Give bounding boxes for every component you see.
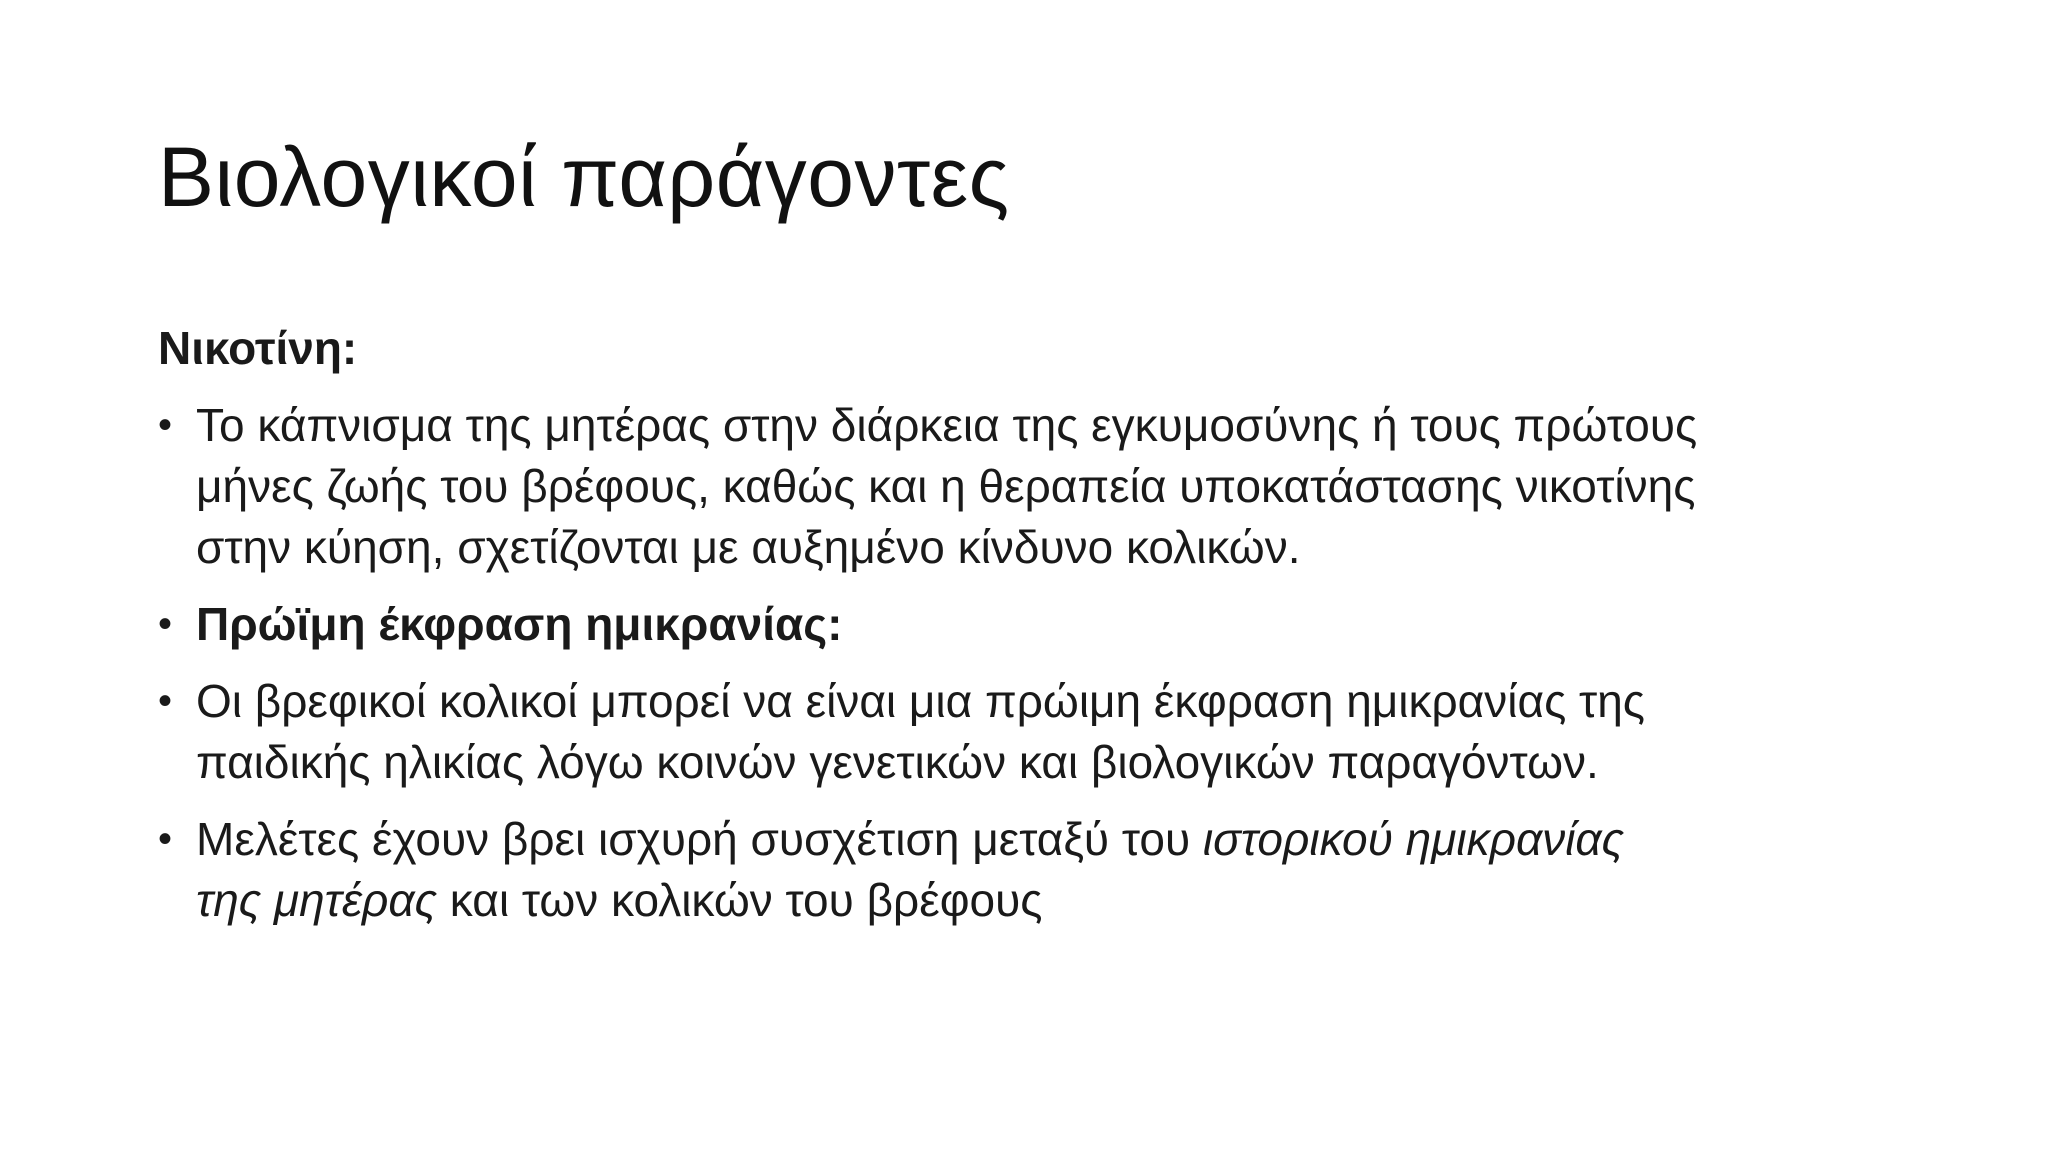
bullet-subheading: Πρώϊμη έκφραση ημικρανίας:: [196, 598, 843, 650]
bullet-text-line: Το κάπνισμα της μητέρας στην διάρκεια της εγκυμοσύνης ή τους πρώτους: [196, 399, 1698, 451]
bullet-item: [158, 671, 1918, 793]
bullet-list: [158, 395, 1918, 931]
bullet-dot: •: [158, 403, 173, 447]
slide-title: Βιολογικοί παράγοντες: [158, 130, 1010, 224]
bullet-item: [158, 594, 1918, 655]
bullet-text-line: [196, 809, 1918, 870]
bullet-text-italic: της μητέρας: [196, 874, 438, 926]
bullet-text-plain: και των κολικών του βρέφους: [437, 874, 1043, 926]
bullet-dot: •: [158, 679, 173, 723]
bullet-text-line: παιδικής ηλικίας λόγω κοινών γενετικών και βιολογικών παραγόντων.: [196, 736, 1599, 788]
bullet-text-line: μήνες ζωής του βρέφους, καθώς και η θεραπεία υποκατάστασης νικοτίνης: [196, 460, 1696, 512]
bullet-text-italic: ιστορικού ημικρανίας: [1202, 813, 1625, 865]
bullet-text-line: Οι βρεφικοί κολικοί μπορεί να είναι μια πρώιμη έκφραση ημικρανίας της: [196, 675, 1645, 727]
bullet-dot: •: [158, 817, 173, 861]
bullet-item: [158, 809, 1918, 931]
bullet-dot: •: [158, 602, 173, 646]
bullet-text-plain: Μελέτες έχουν βρει ισχυρή συσχέτιση μεταξύ του: [196, 813, 1203, 865]
bullet-text-line: στην κύηση, σχετίζονται με αυξημένο κίνδυνο κολικών.: [196, 521, 1301, 573]
bullet-item: [158, 395, 1918, 578]
bullet-text-line: [196, 870, 1918, 931]
slide-body: [158, 318, 1918, 947]
section-heading: Νικοτίνη:: [158, 322, 358, 374]
